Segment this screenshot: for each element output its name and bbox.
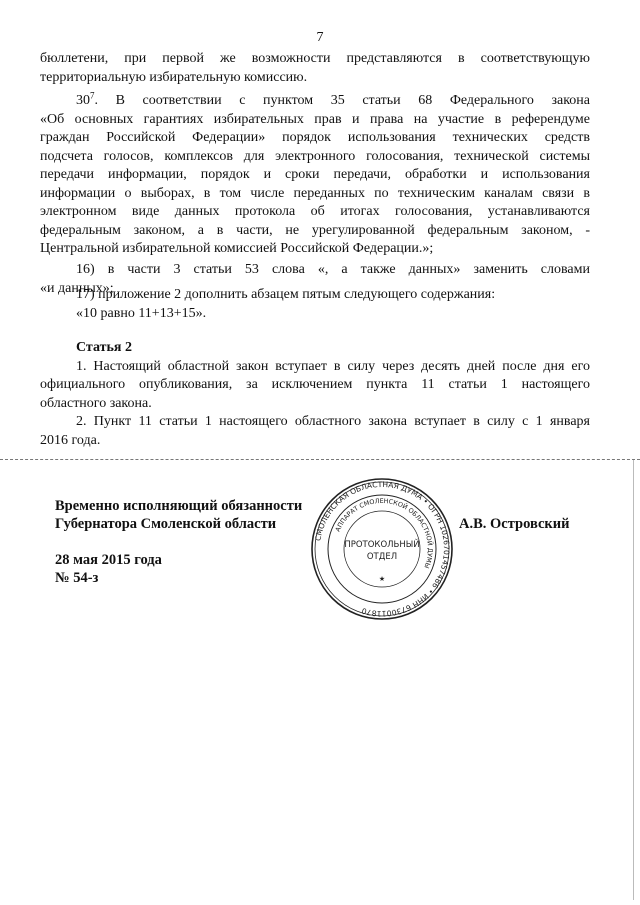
scan-edge-line bbox=[633, 460, 634, 900]
text-line: 1. Настоящий областной закон вступает в силу через десять дней после дня его bbox=[76, 358, 590, 374]
text-line: территориальную избирательную комиссию. bbox=[40, 69, 308, 85]
item-number: 30 bbox=[76, 93, 90, 108]
text-line: информации о выборах, в том числе переданных по техническим каналам связи в bbox=[40, 185, 590, 201]
dashed-divider bbox=[0, 459, 640, 460]
text-line: 2016 года. bbox=[40, 432, 101, 448]
signatory-title-line: Временно исполняющий обязанности bbox=[55, 498, 303, 514]
stamp-center-line: ПРОТОКОЛЬНЫЙ bbox=[344, 540, 420, 550]
text-line: федеральным законом, а в части, не урегулированной федеральным законом, - bbox=[40, 222, 590, 238]
text-line bbox=[40, 92, 590, 111]
stamp-inner-text: АППАРАТ СМОЛЕНСКОЙ ОБЛАСТНОЙ ДУМЫ bbox=[333, 496, 435, 570]
signatory-title-line: Губернатора Смоленской области bbox=[55, 516, 277, 532]
paragraph-17 bbox=[40, 286, 590, 323]
signatory-title bbox=[55, 497, 302, 533]
text-line: передачи информации, порядок и сроки передачи, обработки и использования bbox=[40, 167, 590, 182]
text-line: подсчета голосов, комплексов для электронного голосования, технической системы bbox=[40, 148, 590, 164]
item-superscript: 7 bbox=[90, 90, 95, 101]
text-line: «10 равно 11+13+15». bbox=[76, 305, 207, 321]
paragraph-continuation bbox=[40, 50, 590, 87]
official-stamp bbox=[310, 477, 454, 621]
text-line: граждан Российской Федерации» порядок использования технических средств bbox=[40, 130, 590, 145]
article-title: Статья 2 bbox=[76, 340, 132, 355]
paragraph-30-7 bbox=[40, 92, 590, 259]
page-number: 7 bbox=[316, 30, 324, 45]
stamp-center-line: ОТДЕЛ bbox=[366, 552, 398, 562]
text-line: официального опубликования, за исключением пункта 11 статьи 1 настоящего bbox=[40, 377, 590, 392]
signature-date: 28 мая 2015 года bbox=[55, 552, 162, 568]
star-icon: ★ bbox=[378, 575, 386, 583]
text-fragment: . В соответствии с пунктом 35 статьи 68 Федерального закона bbox=[94, 93, 590, 108]
text-line: «Об основных гарантиях избирательных прав и права на участие в референдуме bbox=[40, 111, 590, 127]
signatory-name: А.В. Островский bbox=[459, 516, 570, 532]
text-line: Центральной избирательной комиссией Российской Федерации.»; bbox=[40, 241, 434, 256]
text-line: 17) приложение 2 дополнить абзацем пятым следующего содержания: bbox=[76, 287, 496, 302]
document-number: № 54-з bbox=[55, 570, 99, 586]
stamp-outer-text: СМОЛЕНСКАЯ ОБЛАСТНАЯ ДУМА • ОГРН 1026701457486 • ИНН 6730011870 bbox=[313, 479, 452, 619]
text-line: электронном виде данных протокола об итогах голосования, устанавливаются bbox=[40, 204, 590, 219]
text-line: 2. Пункт 11 статьи 1 настоящего областного закона вступает в силу с 1 января bbox=[76, 414, 590, 429]
text-line: областного закона. bbox=[40, 395, 152, 411]
article-2 bbox=[40, 339, 590, 450]
text-line: бюллетени, при первой же возможности представляются в соответствующую bbox=[40, 51, 590, 66]
text-line: 16) в части 3 статьи 53 слова «, а также данных» заменить словами bbox=[76, 262, 590, 277]
text-line: «и данных»; bbox=[40, 280, 114, 296]
